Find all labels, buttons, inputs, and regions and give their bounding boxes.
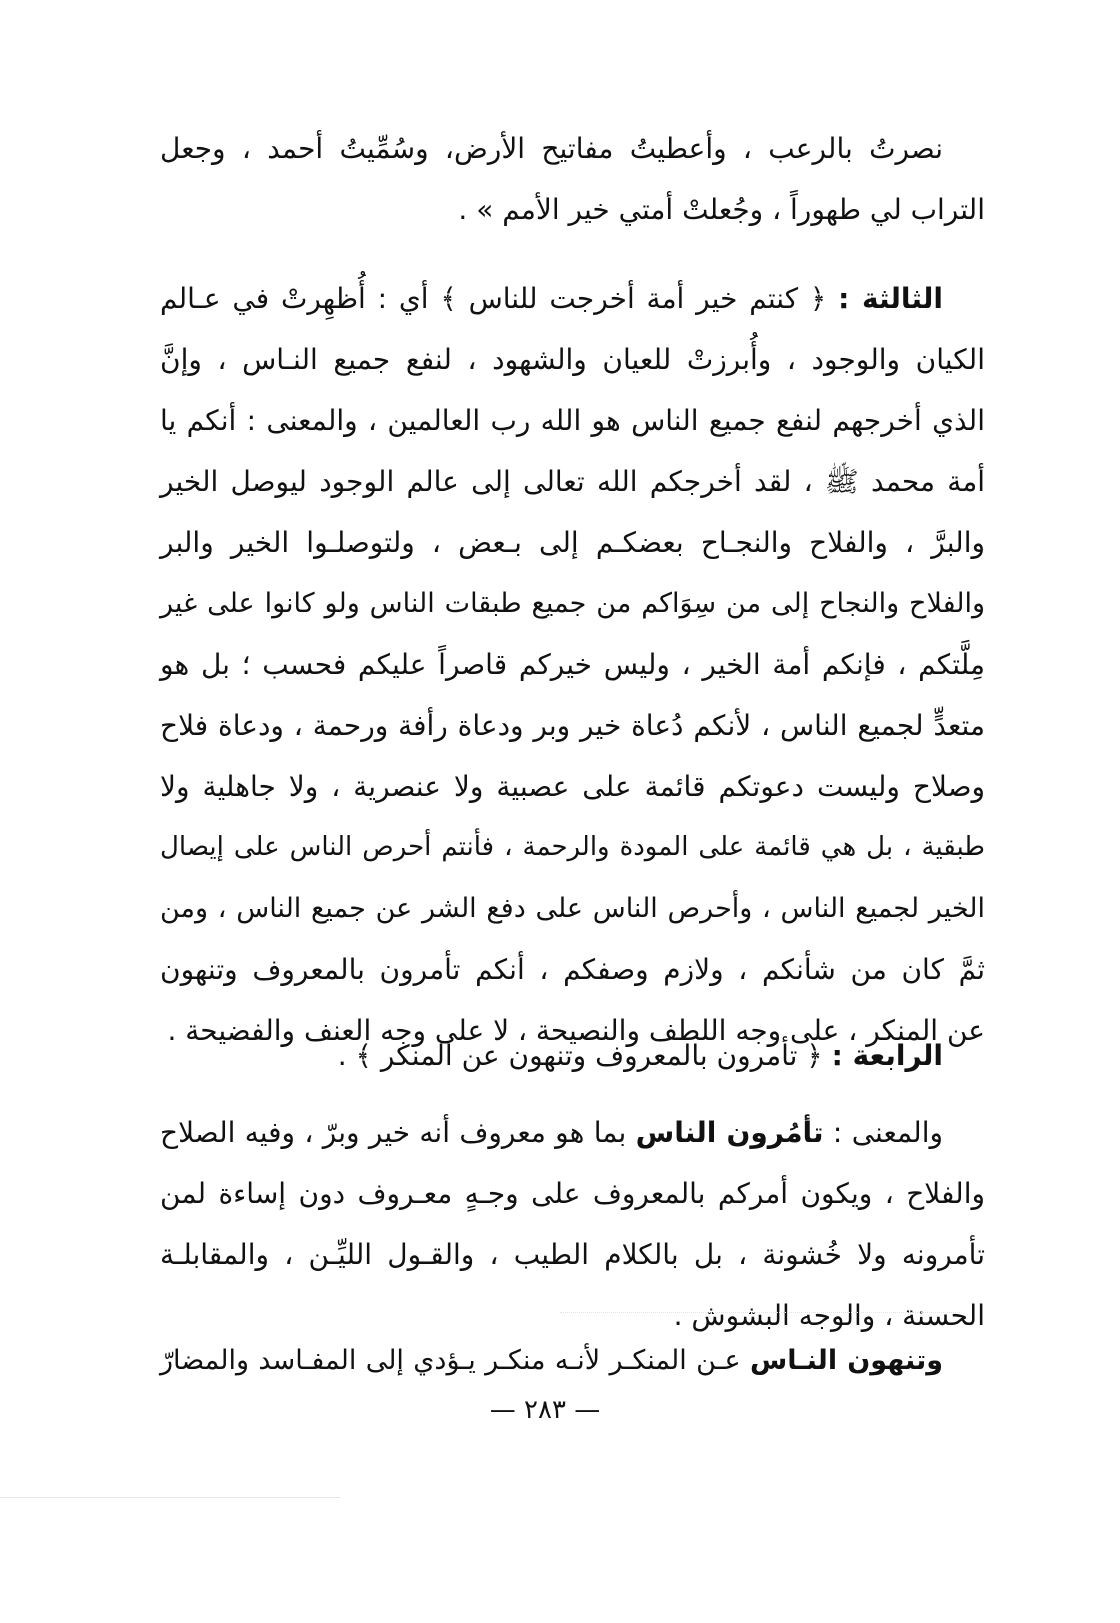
text-segment: بما هو معروف أنه خير وبرّ ، وفيه الصلاح [160,1116,627,1149]
scan-artifact-dots [560,1312,960,1313]
text-line: عن المنكر ، على وجه اللطف والنصيحة ، لا على وجه العنف والفضيحة . [167,1014,985,1047]
text-segment: ﴿ تأمرون بالمعروف وتنهون عن المنكر ﴾ . [337,1039,823,1072]
text-line: مِلَّتكم ، فإنكم أمة الخير ، وليس خيركم قاصراً عليكم فحسب ؛ بل هو [160,648,985,681]
text-line: الخير لجميع الناس ، وأحرص الناس على دفع الشر عن جميع الناس ، ومن [160,893,985,924]
text-line [160,1102,985,1163]
section-label: الثالثة : [838,282,943,315]
text-line: والبرَّ ، والفلاح والنجـاح بعضكـم إلى بـعض ، ولتوصلـوا الخير والبر [160,526,985,559]
text-line: متعدٍّ لجميع الناس ، لأنكم دُعاة خير وبر ودعاة رأفة ورحمة ، ودعاة فلاح [160,709,985,742]
text-segment: عـن المنكـر لأنـه منكـر يـؤدي إلى المفـاسد والمضارّ [160,1345,741,1376]
paragraph-hadith-ending [160,118,985,240]
text-line: التراب لي طهوراً ، وجُعلتْ أمتي خير الأمم » . [458,193,985,226]
text-line: ثمَّ كان من شأنكم ، ولازم وصفكم ، أنكم تأمرون بالمعروف وتنهون [160,953,985,986]
text-segment: ﴿ كنتم خير أمة أخرجت للناس ﴾ أي : أُظهِرتْ في عـالم [160,282,827,315]
text-line: وصلاح وليست دعوتكم قائمة على عصبية ولا عنصرية ، ولا جاهلية ولا [160,770,985,803]
text-line [160,1025,985,1086]
paragraph-fourth-point [160,1025,985,1086]
text-line: الكيان والوجود ، وأُبرزتْ للعيان والشهود ، لنفع جميع النـاس ، وإنَّ [160,343,985,376]
text-segment: والمعنى : [832,1116,944,1149]
text-line [160,1330,985,1391]
text-line: الحسنة ، والوجه البشوش . [673,1299,985,1332]
text-line: تأمرونه ولا خُشونة ، بل بالكلام الطيب ، والقـول الليِّـن ، والمقابلـة [160,1238,985,1271]
text-line: والفلاح والنجاح إلى من سِوَاكم من جميع طبقات الناس ولو كانوا على غير [160,588,985,619]
section-label: الرابعة : [831,1039,943,1072]
text-line: نصرتُ بالرعب ، وأعطيتُ مفاتيح الأرض، وسُمِّيتُ أحمد ، وجعل [160,132,943,165]
text-line [160,268,985,329]
text-line: طبقية ، بل هي قائمة على المودة والرحمة ، فأنتم أحرص الناس على إيصال [160,832,985,862]
page-number: — ٢٨٣ — [489,1395,601,1425]
text-line: الذي أخرجهم لنفع جميع الناس هو الله رب العالمين ، والمعنى : أنكم يا [160,404,985,437]
emphasized-phrase: وتنهون النـاس [750,1345,943,1376]
paragraph-meaning [160,1102,985,1346]
scan-edge-line [0,1497,340,1498]
paragraph-forbidding [160,1330,985,1391]
text-line: أمة محمد ﷺ ، لقد أخرجكم الله تعالى إلى عالم الوجود ليوصل الخير [160,465,985,498]
emphasized-phrase: تأمُرون الناس [635,1116,824,1149]
text-line: والفلاح ، ويكون أمركم بالمعروف على وجـهٍ معـروف دون إساءة لمن [160,1177,985,1210]
paragraph-third-point [160,268,985,1061]
